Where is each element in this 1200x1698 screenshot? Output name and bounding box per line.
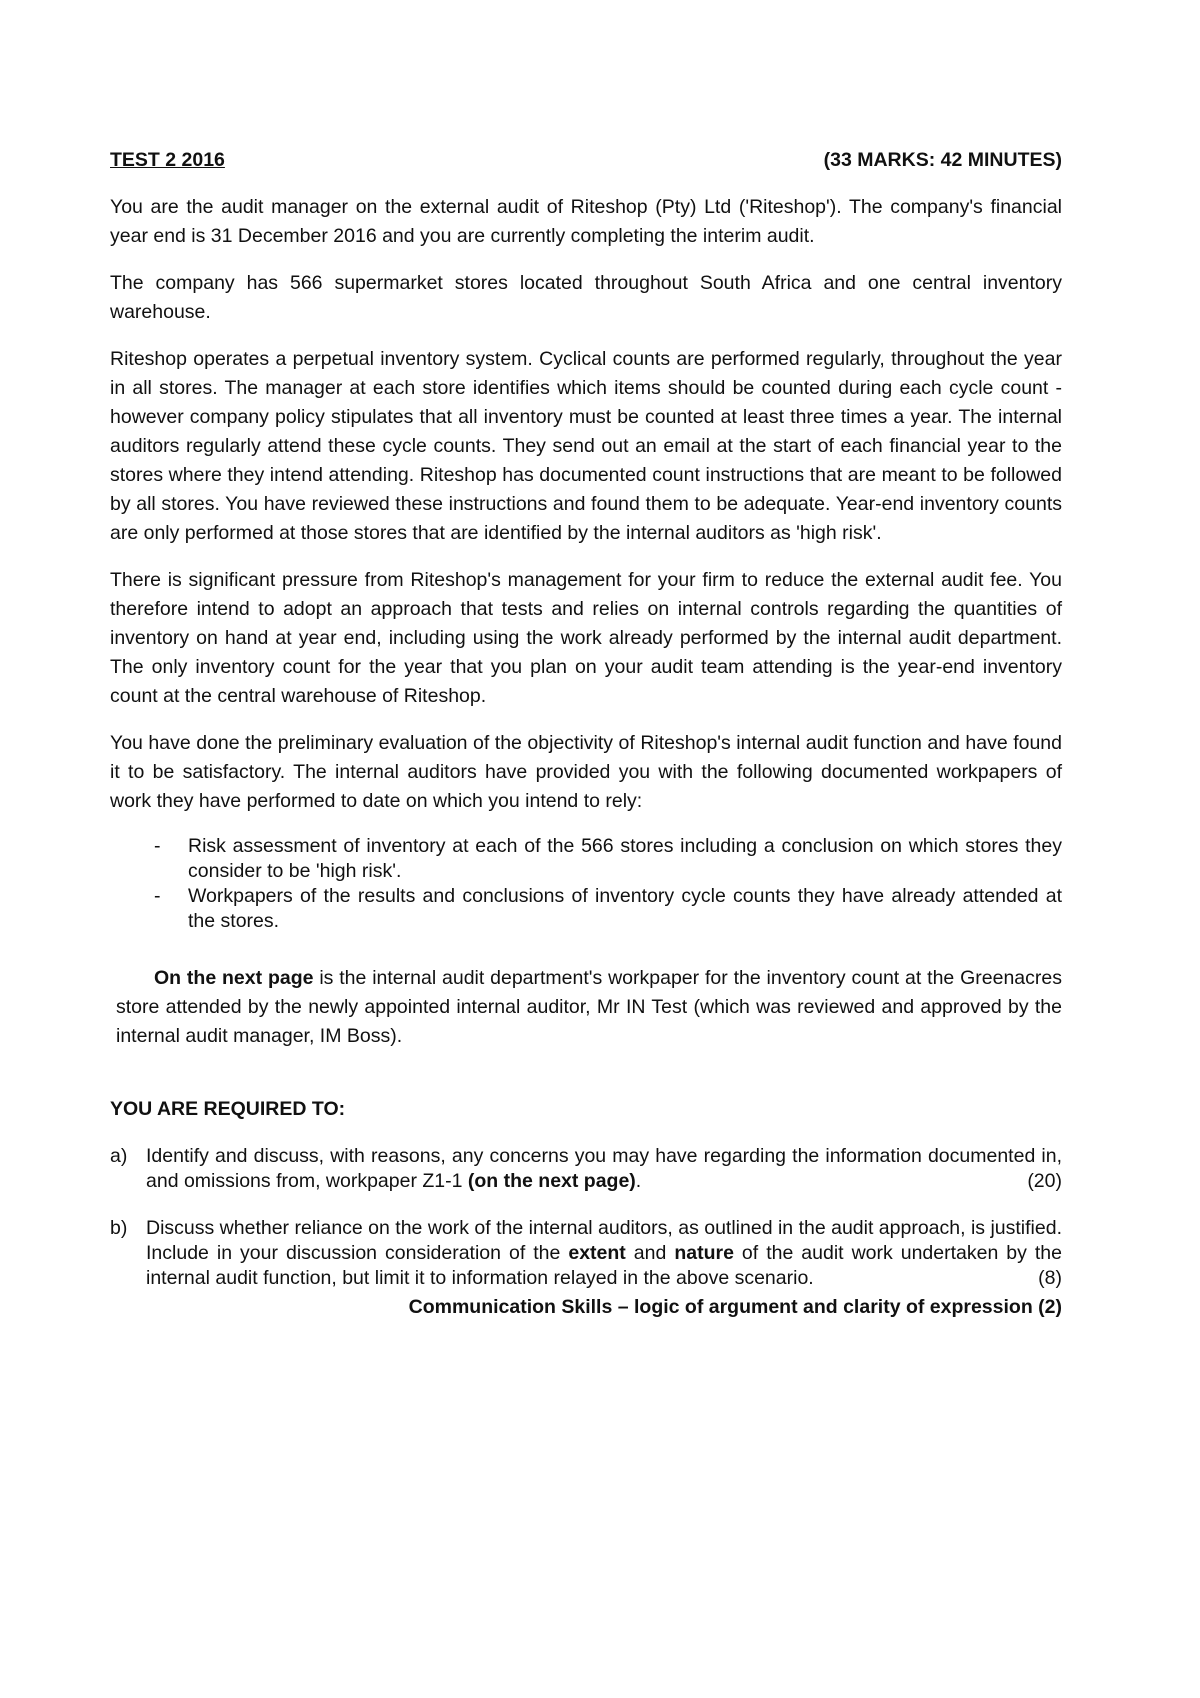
- intro-paragraph: You have done the preliminary evaluation of the objectivity of Riteshop's internal audit function and have found it to be satisfactory. The internal auditors have provided you with the following documented workpapers of work they have performed to date on which you intend to rely:: [110, 732, 1062, 812]
- question-bold: (on the next page): [467, 1170, 636, 1192]
- question-marks: (8): [1038, 1267, 1062, 1289]
- dash-marker: -: [154, 835, 161, 857]
- question-b: [110, 1216, 1062, 1291]
- next-page-lead: On the next page: [154, 967, 314, 989]
- question-text: Discuss whether reliance on the work of the internal auditors, as outlined in the audit approach, is justified. Include in your discussion consideration of the: [146, 1217, 1062, 1264]
- test-header: [110, 146, 1062, 175]
- question-text: and: [625, 1242, 675, 1264]
- test-title: TEST 2 2016: [110, 149, 225, 171]
- next-page-text: is the internal audit department's workpaper for the inventory count at the Greenacres store attended by the newly appointed internal auditor, Mr IN Test (which was reviewed and approved by the internal audit manager, IM Boss).: [116, 967, 1062, 1047]
- list-item: [110, 884, 1062, 934]
- intro-paragraph: The company has 566 supermarket stores located throughout South Africa and one central inventory warehouse.: [110, 272, 1062, 323]
- question-text: of the audit work undertaken by the internal audit function, but limit it to information relayed in the above scenario.: [146, 1242, 1062, 1289]
- question-bold: extent: [568, 1242, 626, 1264]
- question-tail: .: [635, 1170, 642, 1192]
- marks-time: (33 MARKS: 42 MINUTES): [823, 149, 1062, 171]
- next-page-paragraph: [110, 964, 1062, 1051]
- intro-paragraph: Riteshop operates a perpetual inventory system. Cyclical counts are performed regularly, throughout the year in all stores. The manager at each store identifies which items should be counted during each cycle count - however company policy stipulates that all inventory must be counted at least three times a year. The internal auditors regularly attend these cycle counts. They send out an email at the start of each financial year to the stores where they intend attending. Riteshop has documented count instructions that are meant to be followed by all stores. You have reviewed these instructions and found them to be adequate. Year-end inventory counts are only performed at those stores that are identified by the internal auditors as 'high risk'.: [110, 348, 1062, 544]
- dash-marker: -: [154, 885, 161, 907]
- question-bold: nature: [674, 1242, 734, 1264]
- question-marks: (20): [1027, 1170, 1062, 1192]
- list-item-text: Risk assessment of inventory at each of the 566 stores including a conclusion on which stores they consider to be 'high risk'.: [188, 835, 1062, 882]
- workpaper-list: [110, 834, 1062, 934]
- document-content: [110, 146, 1062, 1322]
- intro-paragraph: There is significant pressure from Riteshop's management for your firm to reduce the external audit fee. You therefore intend to adopt an approach that tests and relies on internal controls regarding the quantities of inventory on hand at year end, including using the work already performed by the internal audit department. The only inventory count for the year that you plan on your audit team attending is the year-end inventory count at the central warehouse of Riteshop.: [110, 569, 1062, 707]
- intro-paragraph: You are the audit manager on the external audit of Riteshop (Pty) Ltd ('Riteshop'). The company's financial year end is 31 December 2016 and you are currently completing the interim audit.: [110, 196, 1062, 247]
- question-a: [110, 1144, 1062, 1194]
- question-text: Identify and discuss, with reasons, any concerns you may have regarding the information documented in, and omissions from, workpaper Z1-1: [146, 1145, 1062, 1192]
- question-letter: b): [110, 1217, 128, 1239]
- question-letter: a): [110, 1145, 128, 1167]
- list-item-text: Workpapers of the results and conclusions of inventory cycle counts they have already attended at the stores.: [188, 885, 1062, 932]
- list-item: [110, 834, 1062, 884]
- communication-skills: Communication Skills – logic of argument and clarity of expression (2): [408, 1296, 1062, 1318]
- required-heading: YOU ARE REQUIRED TO:: [110, 1098, 346, 1120]
